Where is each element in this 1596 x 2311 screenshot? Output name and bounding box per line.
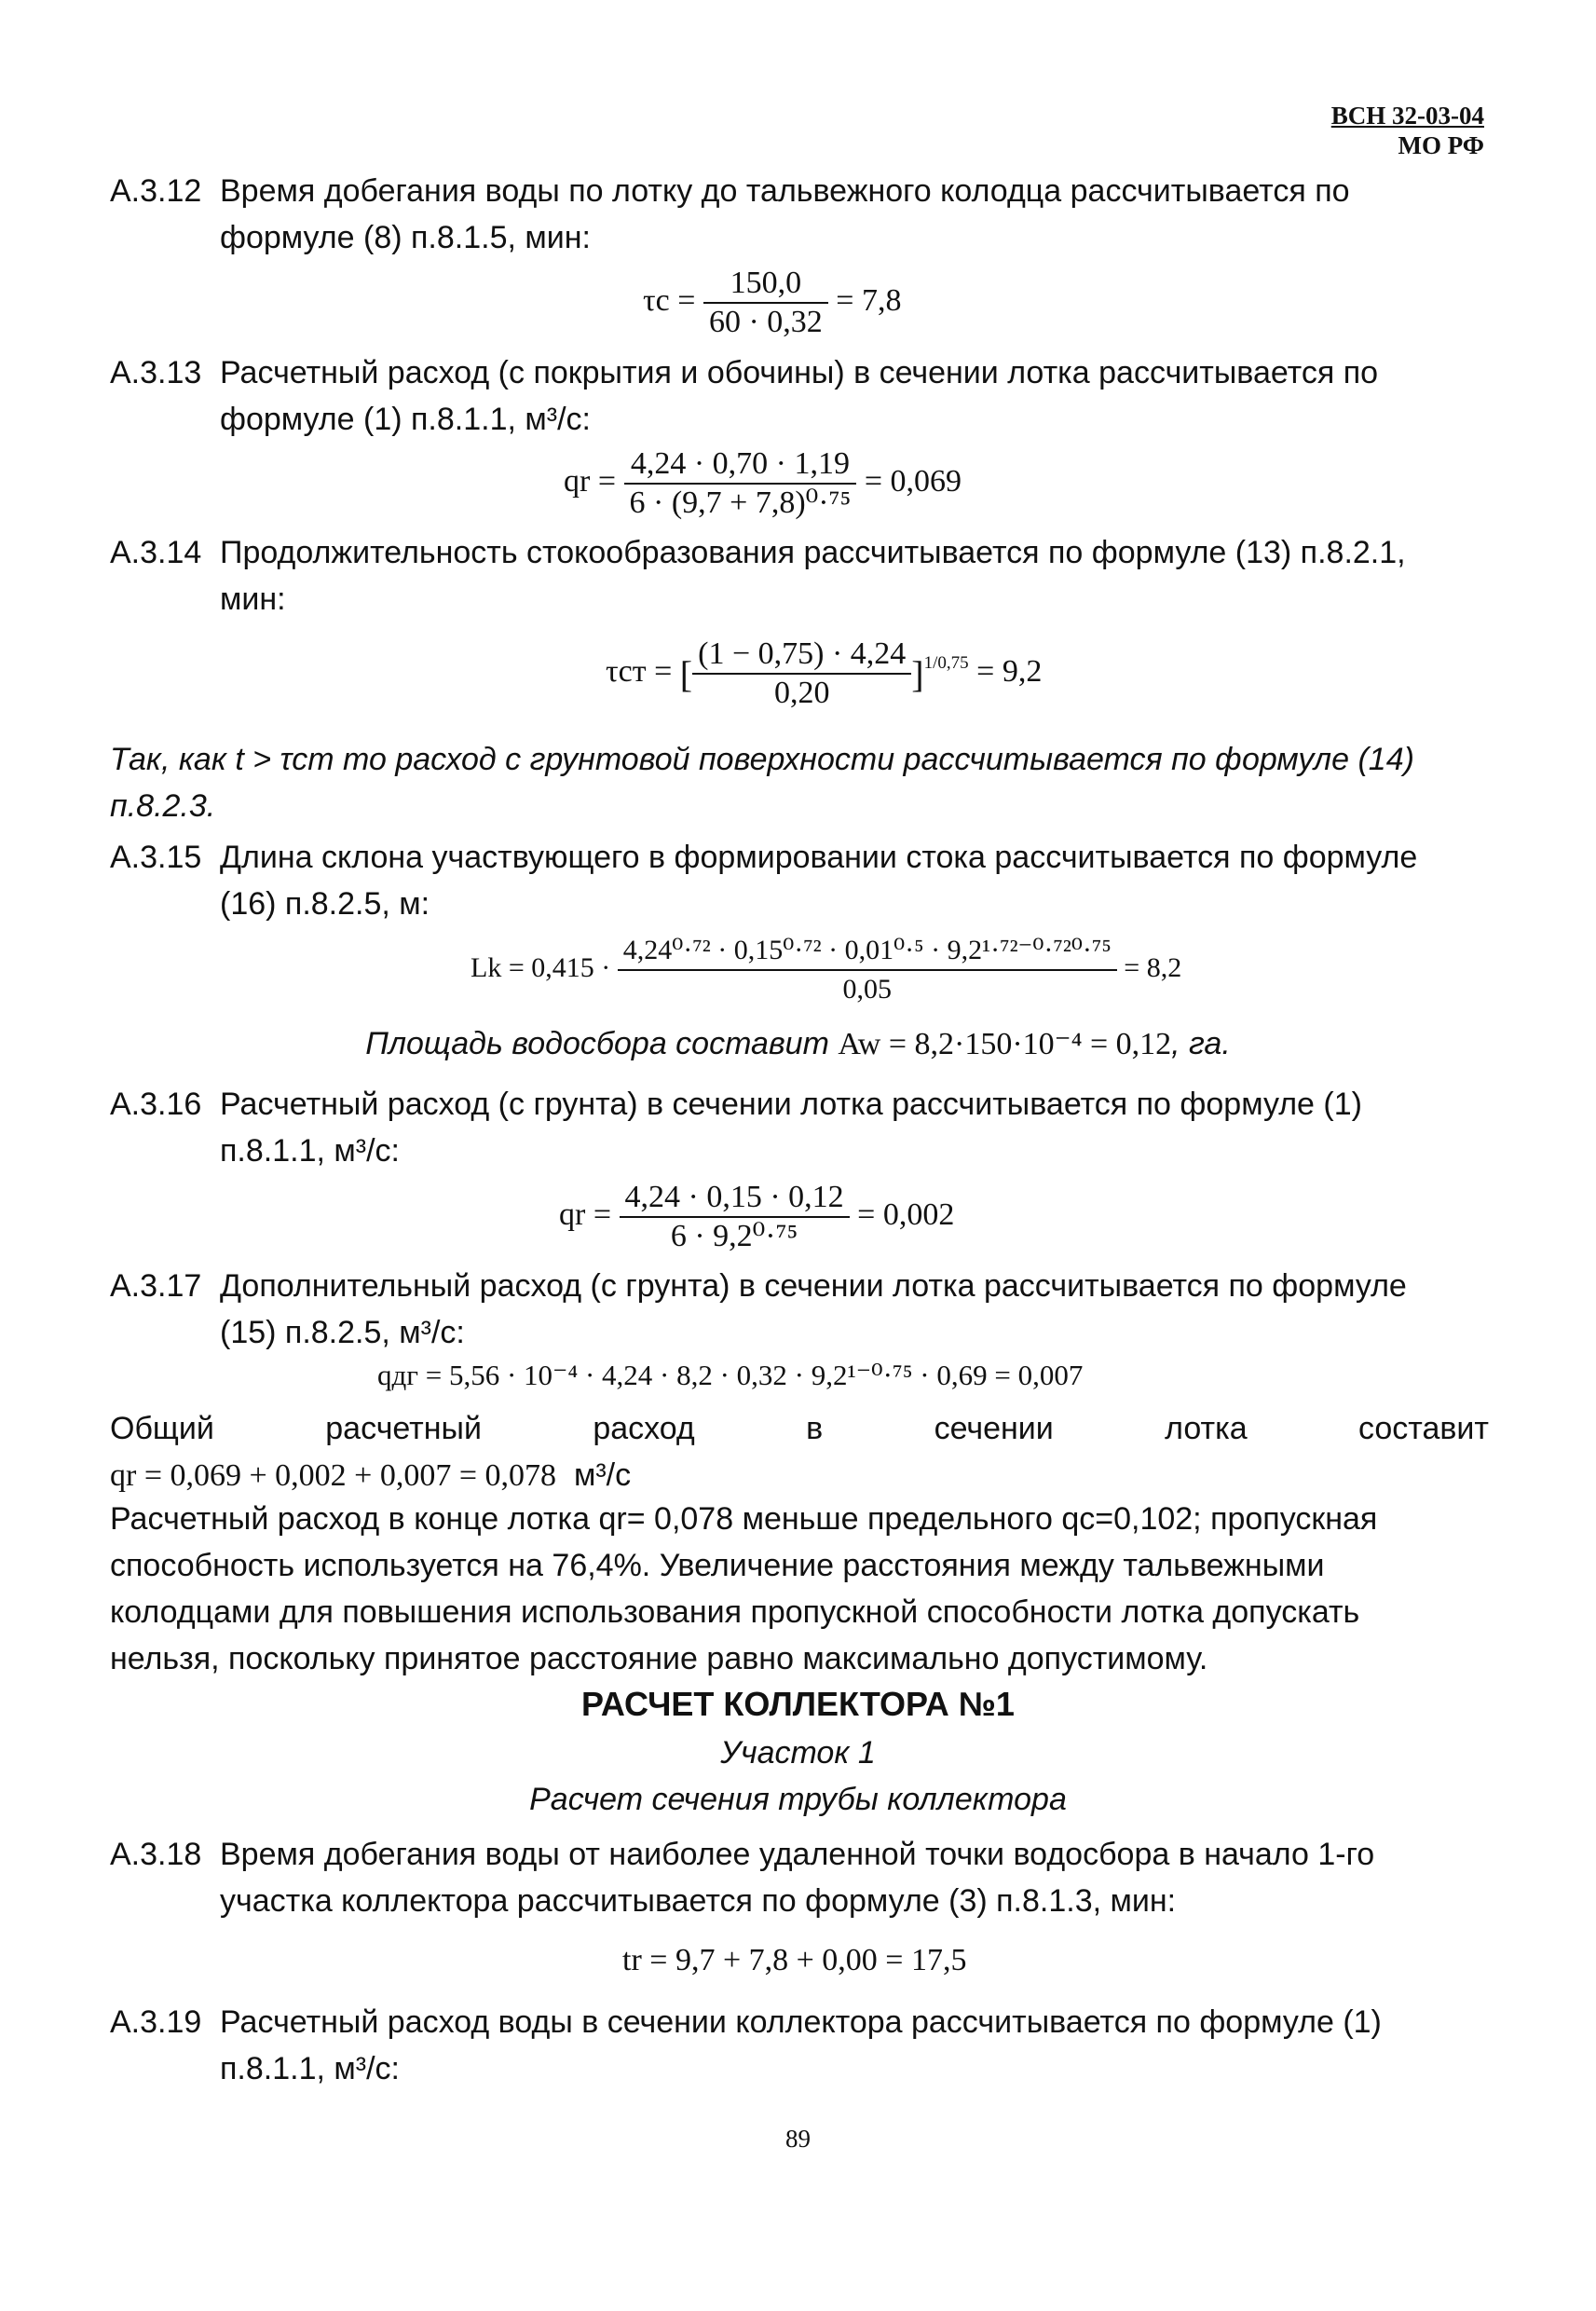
- item-number: А.3.16: [110, 1087, 202, 1122]
- formula-a316: [559, 1179, 954, 1255]
- paragraph-a312: [110, 168, 1489, 261]
- formula-exponent: 1/0,75: [923, 652, 969, 673]
- page-number: 89: [785, 2125, 811, 2153]
- conclusion-line: способность используется на 76,4%. Увеличение расстояния между тальвежными: [110, 1548, 1325, 1583]
- area-unit: , га.: [1171, 1026, 1231, 1061]
- document-org: МО РФ: [1398, 131, 1484, 159]
- area-note: [0, 1025, 1596, 1062]
- paragraph-text: Длина склона участвующего в формировании стока рассчитывается по формуле: [220, 840, 1418, 875]
- item-number: А.3.18: [110, 1837, 202, 1872]
- paragraph-text: Время добегания воды по лотку до тальвежного колодца рассчитывается по: [220, 173, 1350, 209]
- denominator: 0,20: [773, 676, 830, 710]
- note-text: п.8.2.3.: [110, 788, 216, 824]
- numerator: 150,0: [703, 265, 828, 304]
- formula-result: = 0,002: [857, 1197, 955, 1232]
- item-number: А.3.12: [110, 173, 202, 209]
- item-number: А.3.15: [110, 840, 202, 875]
- total-formula: qr = 0,069 + 0,002 + 0,007 = 0,078: [110, 1458, 557, 1493]
- formula-a313: [564, 445, 962, 522]
- total-text: Общий расчетный расход в сечении лотка составит: [110, 1411, 1489, 1446]
- section-subtitle: Участок 1: [720, 1735, 876, 1771]
- numerator: 4,24⁰·⁷² · 0,15⁰·⁷² · 0,01⁰·⁵ · 9,2¹·⁷²⁻⁰·⁷²⁰·⁷⁵: [618, 932, 1117, 971]
- paragraph-text: формуле (1) п.8.1.1, м³/с:: [220, 402, 591, 437]
- paragraph-text: п.8.1.1, м³/с:: [220, 1133, 400, 1169]
- formula-a318: tr = 9,7 + 7,8 + 0,00 = 17,5: [622, 1943, 967, 1977]
- area-note-text: Площадь водосбора составит: [365, 1026, 829, 1061]
- item-number: А.3.17: [110, 1268, 202, 1304]
- formula-lhs: τc =: [643, 282, 696, 318]
- formula-a314: [606, 636, 1042, 712]
- paragraph-text: (16) п.8.2.5, м:: [220, 886, 430, 922]
- section-title: РАСЧЕТ КОЛЛЕКТОРА №1: [581, 1685, 1015, 1723]
- formula-a315: [471, 932, 1181, 1008]
- paragraph-text: Расчетный расход (с грунта) в сечении лотка рассчитывается по формуле (1): [220, 1087, 1362, 1122]
- denominator: 60 · 0,32: [708, 305, 823, 339]
- paragraph-a317: [110, 1263, 1489, 1356]
- paragraph-text: участка коллектора рассчитывается по формуле (3) п.8.1.3, мин:: [220, 1883, 1177, 1919]
- formula-fraction: [620, 1179, 850, 1255]
- paragraph-a318: [110, 1831, 1489, 1924]
- paragraph-a314: [110, 529, 1489, 622]
- paragraph-a313: [110, 349, 1489, 443]
- formula-result: = 9,2: [976, 653, 1043, 689]
- formula-fraction: [624, 445, 857, 522]
- conclusion-paragraph: [110, 1496, 1489, 1682]
- formula-fraction: [692, 636, 911, 712]
- item-number: А.3.19: [110, 2004, 202, 2040]
- paragraph-text: п.8.1.1, м³/с:: [220, 2051, 400, 2086]
- total-unit: м³/с: [573, 1457, 632, 1493]
- denominator: 6 · 9,2⁰·⁷⁵: [670, 1219, 798, 1253]
- note-text: Так, как t > τст то расход с грунтовой поверхности рассчитывается по формуле (14): [110, 742, 1414, 777]
- document-header: [1331, 101, 1484, 160]
- numerator: 4,24 · 0,70 · 1,19: [624, 445, 857, 485]
- paragraph-text: формуле (8) п.8.1.5, мин:: [220, 220, 591, 255]
- paragraph-text: Дополнительный расход (с грунта) в сечении лотка рассчитывается по формуле: [220, 1268, 1407, 1304]
- paragraph-a316: [110, 1081, 1489, 1174]
- formula-fraction: [703, 265, 828, 341]
- paragraph-text: (15) п.8.2.5, м³/с:: [220, 1315, 465, 1350]
- paragraph-text: Расчетный расход (с покрытия и обочины) в сечении лотка рассчитывается по: [220, 355, 1379, 390]
- paragraph-text: Расчетный расход воды в сечении коллектора рассчитывается по формуле (1): [220, 2004, 1382, 2040]
- formula-lhs: Lk = 0,415 ·: [471, 951, 611, 983]
- conclusion-line: колодцами для повышения использования пропускной способности лотка допускать: [110, 1594, 1360, 1630]
- formula-result: = 7,8: [836, 282, 902, 318]
- note-a314: [110, 736, 1489, 829]
- paragraph-a315: [110, 834, 1489, 927]
- numerator: 4,24 · 0,15 · 0,12: [620, 1179, 850, 1218]
- formula-lhs: qr =: [564, 463, 616, 499]
- denominator: 0,05: [842, 974, 893, 1005]
- paragraph-text: мин:: [220, 581, 286, 617]
- formula-lhs: qr =: [559, 1197, 611, 1232]
- paragraph-a319: [110, 1999, 1489, 2092]
- item-number: А.3.14: [110, 535, 202, 570]
- formula-result: = 0,069: [864, 463, 962, 499]
- total-paragraph: [110, 1405, 1489, 1499]
- item-number: А.3.13: [110, 355, 202, 390]
- conclusion-line: нельзя, поскольку принятое расстояние равно максимально допустимому.: [110, 1641, 1208, 1676]
- formula-a312: [643, 265, 901, 341]
- paragraph-text: Время добегания воды от наиболее удаленной точки водосбора в начало 1-го: [220, 1837, 1375, 1872]
- section-subsubtitle: Расчет сечения трубы коллектора: [529, 1782, 1067, 1817]
- paragraph-text: Продолжительность стокообразования рассчитывается по формуле (13) п.8.2.1,: [220, 535, 1406, 570]
- denominator: 6 · (9,7 + 7,8)⁰·⁷⁵: [629, 485, 852, 520]
- right-bracket: ]: [911, 652, 924, 695]
- formula-a317: qдг = 5,56 · 10⁻⁴ · 4,24 · 8,2 · 0,32 · 9,2¹⁻⁰·⁷⁵ · 0,69 = 0,007: [377, 1359, 1084, 1391]
- conclusion-line: Расчетный расход в конце лотка qr= 0,078 меньше предельного qc=0,102; пропускная: [110, 1501, 1378, 1537]
- formula-lhs: τст =: [606, 653, 673, 689]
- formula-result: = 8,2: [1124, 951, 1182, 983]
- area-formula: Aw = 8,2·150·10⁻⁴ = 0,12: [838, 1027, 1172, 1061]
- numerator: (1 − 0,75) · 4,24: [692, 636, 911, 675]
- formula-fraction: [618, 932, 1117, 1008]
- left-bracket: [: [679, 652, 693, 695]
- document-code: ВСН 32-03-04: [1330, 102, 1484, 130]
